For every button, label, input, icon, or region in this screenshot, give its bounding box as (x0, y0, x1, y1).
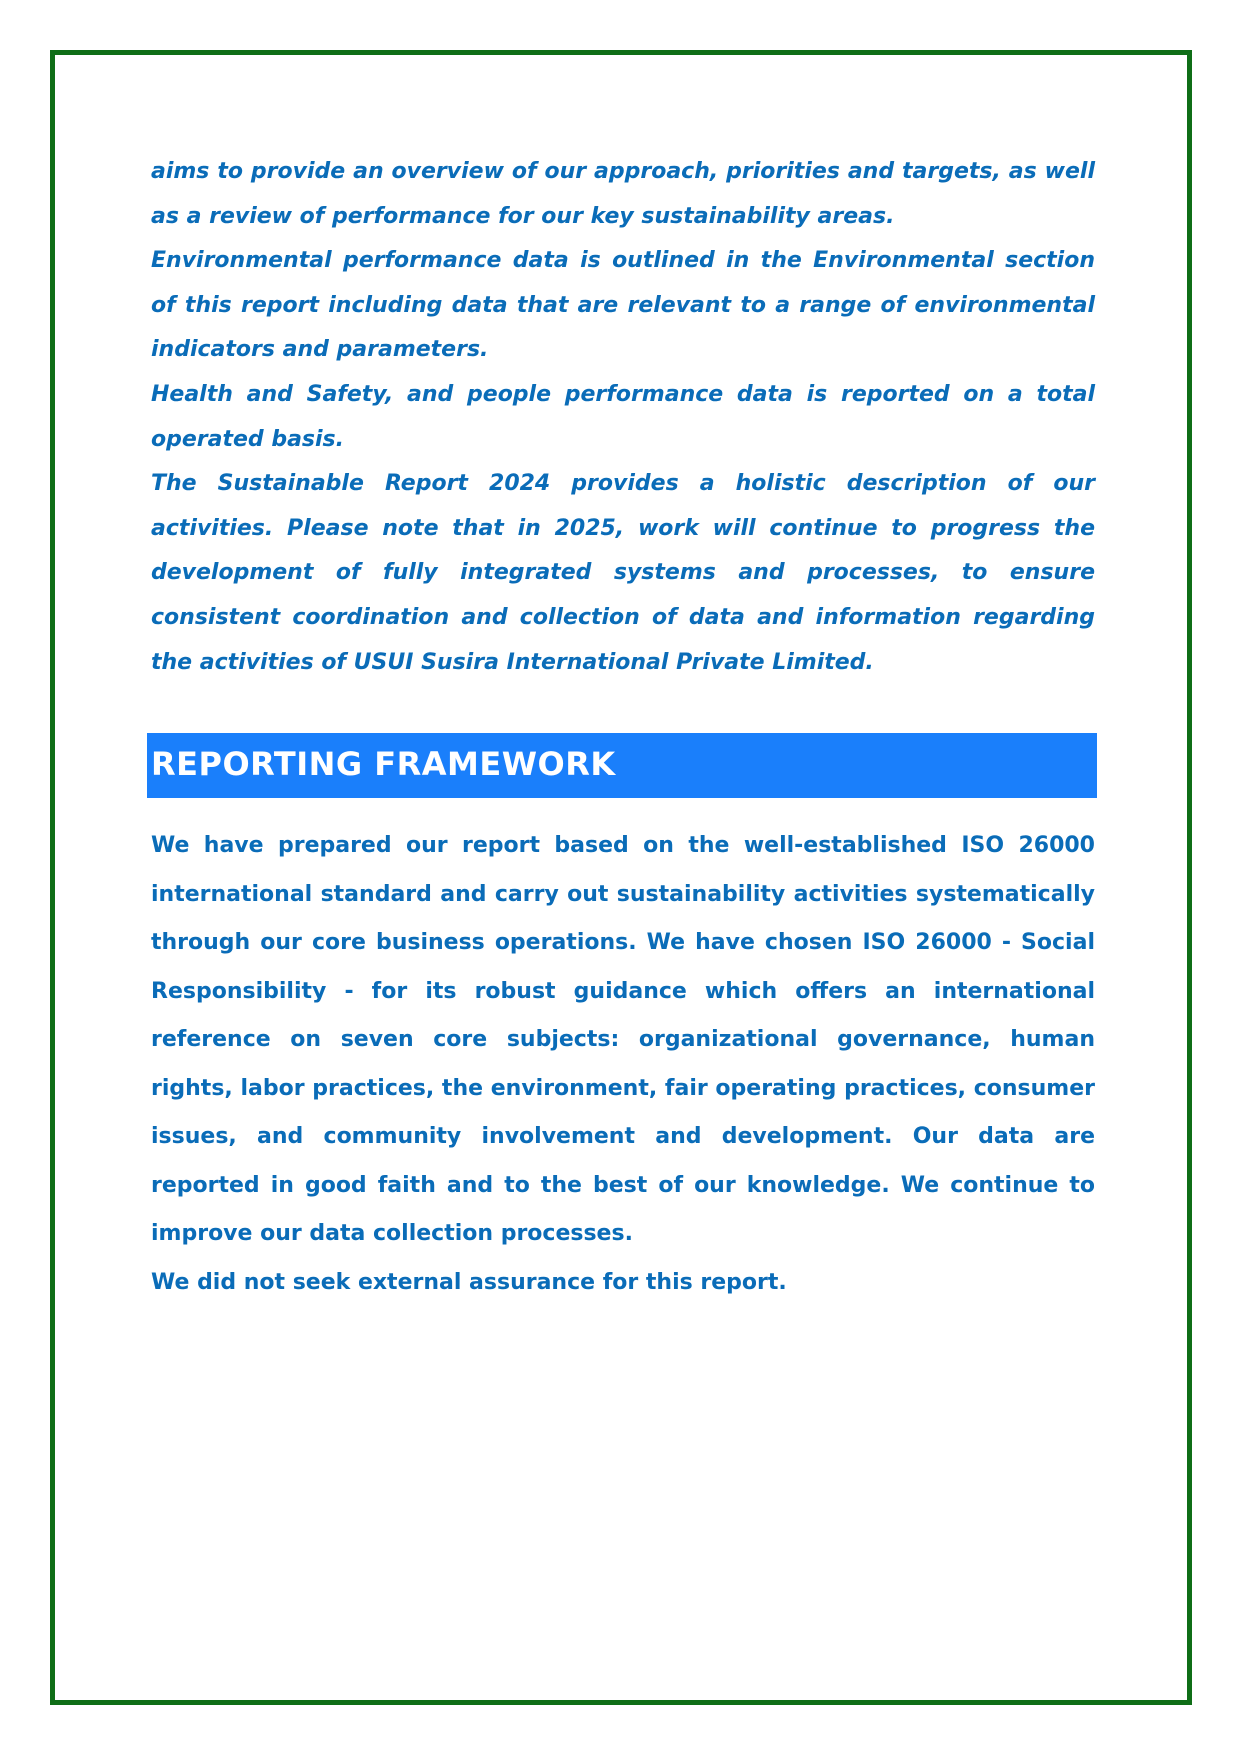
intro-paragraph-2: Environmental performance data is outlined in the Environmental section of this report including data that are relevant to a range of environmental indicators and parameters. (151, 248, 1095, 363)
intro-paragraph-3: Health and Safety, and people performance data is reported on a total operated basis. (151, 381, 1095, 452)
section-title: REPORTING FRAMEWORK (151, 745, 616, 783)
intro-paragraph-1: aims to provide an overview of our approach, priorities and targets, as well as a review of performance for our key sustainability areas. (151, 159, 1095, 229)
framework-section (151, 822, 1095, 1307)
intro-section (151, 150, 1095, 685)
section-header-bar (147, 733, 1097, 798)
framework-paragraph-1: We have prepared our report based on the well-established ISO 26000 international standard and carry out sustainability activities systematically through our core business operations. We have chosen ISO 26000 - Social Responsibility - for its robust guidance which offers an international reference on seven core subjects: organizational governance, human rights, labor practices, the environment, fair operating practices, consumer issues, and community involvement and development. Our data are reported in good faith and to the best of our knowledge. We continue to improve our data collection processes. (151, 833, 1095, 1246)
intro-paragraph-4: The Sustainable Report 2024 provides a holistic description of our activities. Please note that in 2025, work will continue to progress the development of fully integrated systems and processes, to ensure consistent coordination and collection of data and information regarding the activities of USUI Susira International Private Limited. (151, 471, 1095, 675)
framework-paragraph-2: We did not seek external assurance for this report. (151, 1269, 787, 1295)
